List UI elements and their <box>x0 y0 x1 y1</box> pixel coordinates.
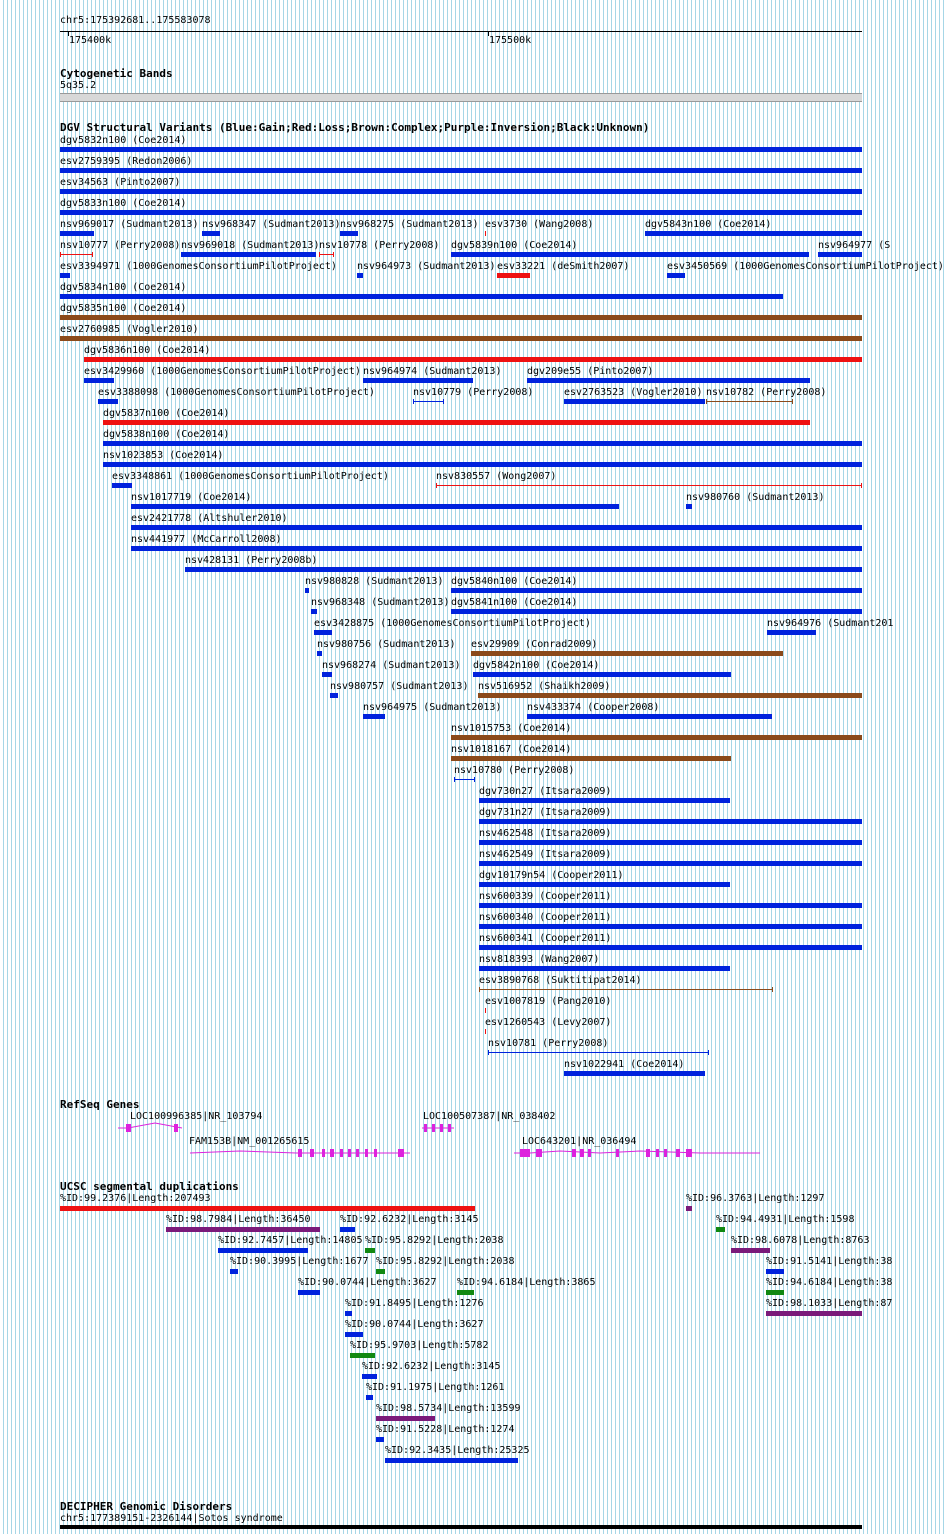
segdup-bar[interactable] <box>376 1269 385 1274</box>
dgv-feature-label: esv2421778 (Altshuler2010) <box>131 513 288 524</box>
dgv-feature-label: nsv1015753 (Coe2014) <box>451 723 572 734</box>
dgv-feature-label: dgv5834n100 (Coe2014) <box>60 282 187 293</box>
dgv-feature-label: esv1007819 (Pang2010) <box>485 996 612 1007</box>
segdup-bar[interactable] <box>766 1290 784 1295</box>
cytoband-label: 5q35.2 <box>60 80 97 91</box>
dgv-feature-label: nsv10780 (Perry2008) <box>454 765 575 776</box>
dgv-feature-label: esv1260543 (Levy2007) <box>485 1017 612 1028</box>
dgv-feature-label: nsv600340 (Cooper2011) <box>479 912 612 923</box>
dgv-feature-label: nsv964973 (Sudmant2013) <box>357 261 496 272</box>
dgv-feature-label: nsv433374 (Cooper2008) <box>527 702 660 713</box>
dgv-feature-label: esv3348861 (1000GenomesConsortiumPilotProject) <box>112 471 389 482</box>
gene-model-loc100507387 <box>422 1124 454 1132</box>
dgv-feature-label: nsv968274 (Sudmant2013) <box>322 660 461 671</box>
segdup-label: %ID:94.4931|Length:1598 <box>716 1214 855 1225</box>
segdup-bar[interactable] <box>345 1332 363 1337</box>
dgv-feature-label: esv29909 (Conrad2009) <box>471 639 598 650</box>
decipher-feature-label: chr5:177389151-2326144|Sotos syndrome <box>60 1513 283 1524</box>
dgv-feature-label: esv2763523 (Vogler2010) <box>564 387 703 398</box>
dgv-feature-label: nsv980760 (Sudmant2013) <box>686 492 825 503</box>
dgv-feature-label: nsv462549 (Itsara2009) <box>479 849 612 860</box>
segdup-label: %ID:91.5228|Length:1274 <box>376 1424 515 1435</box>
dgv-feature-label: nsv980756 (Sudmant2013) <box>317 639 456 650</box>
dgv-feature-label: nsv964976 (Sudmant201 <box>767 618 894 629</box>
segdup-label: %ID:98.1033|Length:87 <box>766 1298 893 1309</box>
dgv-feature-label: nsv441977 (McCarroll2008) <box>131 534 282 545</box>
dgv-feature-label: esv3394971 (1000GenomesConsortiumPilotProject) <box>60 261 337 272</box>
dgv-feature-label: nsv10778 (Perry2008) <box>319 240 440 251</box>
segdup-label: %ID:95.9703|Length:5782 <box>350 1340 489 1351</box>
segdup-label: %ID:92.3435|Length:25325 <box>385 1445 530 1456</box>
gene-model-loc643201 <box>514 1149 760 1157</box>
dgv-feature-label: dgv5833n100 (Coe2014) <box>60 198 187 209</box>
dgv-feature-label: nsv1022941 (Coe2014) <box>564 1059 685 1070</box>
dgv-feature-label: nsv600339 (Cooper2011) <box>479 891 612 902</box>
segdup-label: %ID:98.5734|Length:13599 <box>376 1403 521 1414</box>
dgv-feature-label: dgv209e55 (Pinto2007) <box>527 366 654 377</box>
ruler-tick-label: 175400k <box>69 35 112 46</box>
gene-model-fam153b <box>190 1149 410 1157</box>
decipher-feature-bar[interactable] <box>60 1525 862 1529</box>
dgv-feature-label: dgv730n27 (Itsara2009) <box>479 786 612 797</box>
segdup-label: %ID:91.8495|Length:1276 <box>345 1298 484 1309</box>
gene-model-loc100996385 <box>118 1123 182 1132</box>
segdup-label: %ID:90.0744|Length:3627 <box>298 1277 437 1288</box>
dgv-feature-label: dgv5838n100 (Coe2014) <box>103 429 230 440</box>
dgv-feature-label: nsv964974 (Sudmant2013) <box>363 366 502 377</box>
segdup-bar[interactable] <box>230 1269 238 1274</box>
segdup-label: %ID:95.8292|Length:2038 <box>365 1235 504 1246</box>
dgv-feature-label: nsv830557 (Wong2007) <box>436 471 557 482</box>
dgv-feature-label: nsv1017719 (Coe2014) <box>131 492 252 503</box>
dgv-feature-label: nsv428131 (Perry2008b) <box>185 555 318 566</box>
ruler-tick-label: 175500k <box>489 35 532 46</box>
dgv-feature-label: dgv5841n100 (Coe2014) <box>451 597 578 608</box>
dgv-feature-label: nsv1023853 (Coe2014) <box>103 450 224 461</box>
segdup-bar[interactable] <box>376 1437 384 1442</box>
dgv-feature-label: esv3429960 (1000GenomesConsortiumPilotProject) <box>84 366 361 377</box>
dgv-feature-label: nsv968275 (Sudmant2013) <box>340 219 479 230</box>
segdup-bar[interactable] <box>716 1227 725 1232</box>
dgv-feature-label: esv34563 (Pinto2007) <box>60 177 181 188</box>
dgv-feature-label: nsv964977 (S <box>818 240 891 251</box>
segdup-label: %ID:90.0744|Length:3627 <box>345 1319 484 1330</box>
dgv-feature-label: nsv10781 (Perry2008) <box>488 1038 609 1049</box>
track-title-dgv[interactable]: DGV Structural Variants (Blue:Gain;Red:Loss;Brown:Complex;Purple:Inversion;Black:Unknown) <box>60 121 650 134</box>
dgv-feature-label: nsv964975 (Sudmant2013) <box>363 702 502 713</box>
segdup-bar[interactable] <box>376 1416 435 1421</box>
dgv-feature-label: dgv731n27 (Itsara2009) <box>479 807 612 818</box>
dgv-feature-label: esv3388098 (1000GenomesConsortiumPilotProject) <box>98 387 375 398</box>
dgv-feature-label: dgv5837n100 (Coe2014) <box>103 408 230 419</box>
dgv-feature-label: dgv5842n100 (Coe2014) <box>473 660 600 671</box>
segdup-bar[interactable] <box>362 1374 377 1379</box>
segdup-label: %ID:98.6078|Length:8763 <box>731 1235 870 1246</box>
dgv-feature-label: esv3730 (Wang2008) <box>485 219 594 230</box>
segdup-bar[interactable] <box>345 1311 352 1316</box>
segdup-label: %ID:92.7457|Length:14805 <box>218 1235 363 1246</box>
segdup-bar[interactable] <box>766 1269 784 1274</box>
dgv-feature-label: dgv5836n100 (Coe2014) <box>84 345 211 356</box>
segdup-bar[interactable] <box>298 1290 320 1295</box>
track-title-segdup[interactable]: UCSC segmental duplications <box>60 1180 239 1193</box>
dgv-feature-label: nsv600341 (Cooper2011) <box>479 933 612 944</box>
dgv-feature-label: dgv5840n100 (Coe2014) <box>451 576 578 587</box>
dgv-feature-label: esv2759395 (Redon2006) <box>60 156 193 167</box>
dgv-feature-label: nsv969017 (Sudmant2013) <box>60 219 199 230</box>
dgv-feature-label: esv3450569 (1000GenomesConsortiumPilotProject) <box>667 261 944 272</box>
segdup-label: %ID:94.6184|Length:3865 <box>457 1277 596 1288</box>
gene-label: LOC643201|NR_036494 <box>522 1136 637 1147</box>
dgv-feature-label: nsv969018 (Sudmant2013) <box>181 240 320 251</box>
dgv-feature-label: esv33221 (deSmith2007) <box>497 261 630 272</box>
segdup-bar[interactable] <box>366 1395 373 1400</box>
segdup-label: %ID:95.8292|Length:2038 <box>376 1256 515 1267</box>
track-title-decipher[interactable]: DECIPHER Genomic Disorders <box>60 1500 233 1513</box>
track-title-refseq[interactable]: RefSeq Genes <box>60 1098 140 1111</box>
dgv-feature-label: nsv10779 (Perry2008) <box>413 387 534 398</box>
dgv-feature-label: nsv10782 (Perry2008) <box>706 387 827 398</box>
segdup-bar[interactable] <box>731 1248 770 1253</box>
segdup-bar[interactable] <box>340 1227 355 1232</box>
segdup-label: %ID:99.2376|Length:207493 <box>60 1193 211 1204</box>
segdup-bar[interactable] <box>457 1290 474 1295</box>
dgv-feature-label: esv2760985 (Vogler2010) <box>60 324 199 335</box>
segdup-label: %ID:96.3763|Length:1297 <box>686 1193 825 1204</box>
dgv-feature-label: nsv1018167 (Coe2014) <box>451 744 572 755</box>
dgv-feature-label: nsv968348 (Sudmant2013) <box>311 597 450 608</box>
segdup-label: %ID:94.6184|Length:38 <box>766 1277 893 1288</box>
dgv-feature-label: nsv980757 (Sudmant2013) <box>330 681 469 692</box>
dgv-feature-label: nsv462548 (Itsara2009) <box>479 828 612 839</box>
dgv-feature-label: nsv968347 (Sudmant2013) <box>202 219 341 230</box>
segdup-label: %ID:98.7984|Length:36450 <box>166 1214 311 1225</box>
segdup-bar[interactable] <box>365 1248 375 1253</box>
dgv-feature-label: nsv818393 (Wang2007) <box>479 954 600 965</box>
segdup-bar[interactable] <box>218 1248 308 1253</box>
segdup-bar[interactable] <box>686 1206 692 1211</box>
dgv-feature-label: nsv980828 (Sudmant2013) <box>305 576 444 587</box>
gene-label: LOC100507387|NR_038402 <box>423 1111 556 1122</box>
dgv-feature-label: esv3890768 (Suktitipat2014) <box>479 975 642 986</box>
dgv-feature-label: nsv516952 (Shaikh2009) <box>478 681 611 692</box>
dgv-feature-label: dgv5832n100 (Coe2014) <box>60 135 187 146</box>
dgv-feature-label: nsv10777 (Perry2008) <box>60 240 181 251</box>
dgv-feature-label: esv3428875 (1000GenomesConsortiumPilotProject) <box>314 618 591 629</box>
segdup-label: %ID:92.6232|Length:3145 <box>340 1214 479 1225</box>
segdup-bar[interactable] <box>385 1458 518 1463</box>
segdup-bar[interactable] <box>60 1206 475 1211</box>
dgv-feature-label: dgv5843n100 (Coe2014) <box>645 219 772 230</box>
segdup-bar[interactable] <box>350 1353 375 1358</box>
segdup-bar[interactable] <box>766 1311 862 1316</box>
segdup-label: %ID:91.1975|Length:1261 <box>366 1382 505 1393</box>
ruler-position-label: chr5:175392681..175583078 <box>60 15 211 26</box>
segdup-label: %ID:92.6232|Length:3145 <box>362 1361 501 1372</box>
dgv-feature-label: dgv10179n54 (Cooper2011) <box>479 870 624 881</box>
gene-label: FAM153B|NM_001265615 <box>189 1136 310 1147</box>
dgv-feature-label: dgv5835n100 (Coe2014) <box>60 303 187 314</box>
dgv-feature-label: dgv5839n100 (Coe2014) <box>451 240 578 251</box>
segdup-label: %ID:91.5141|Length:38 <box>766 1256 893 1267</box>
segdup-bar[interactable] <box>166 1227 320 1232</box>
segdup-label: %ID:90.3995|Length:1677 <box>230 1256 369 1267</box>
gene-label: LOC100996385|NR_103794 <box>130 1111 263 1122</box>
track-title-cytoband[interactable]: Cytogenetic Bands <box>60 67 173 80</box>
